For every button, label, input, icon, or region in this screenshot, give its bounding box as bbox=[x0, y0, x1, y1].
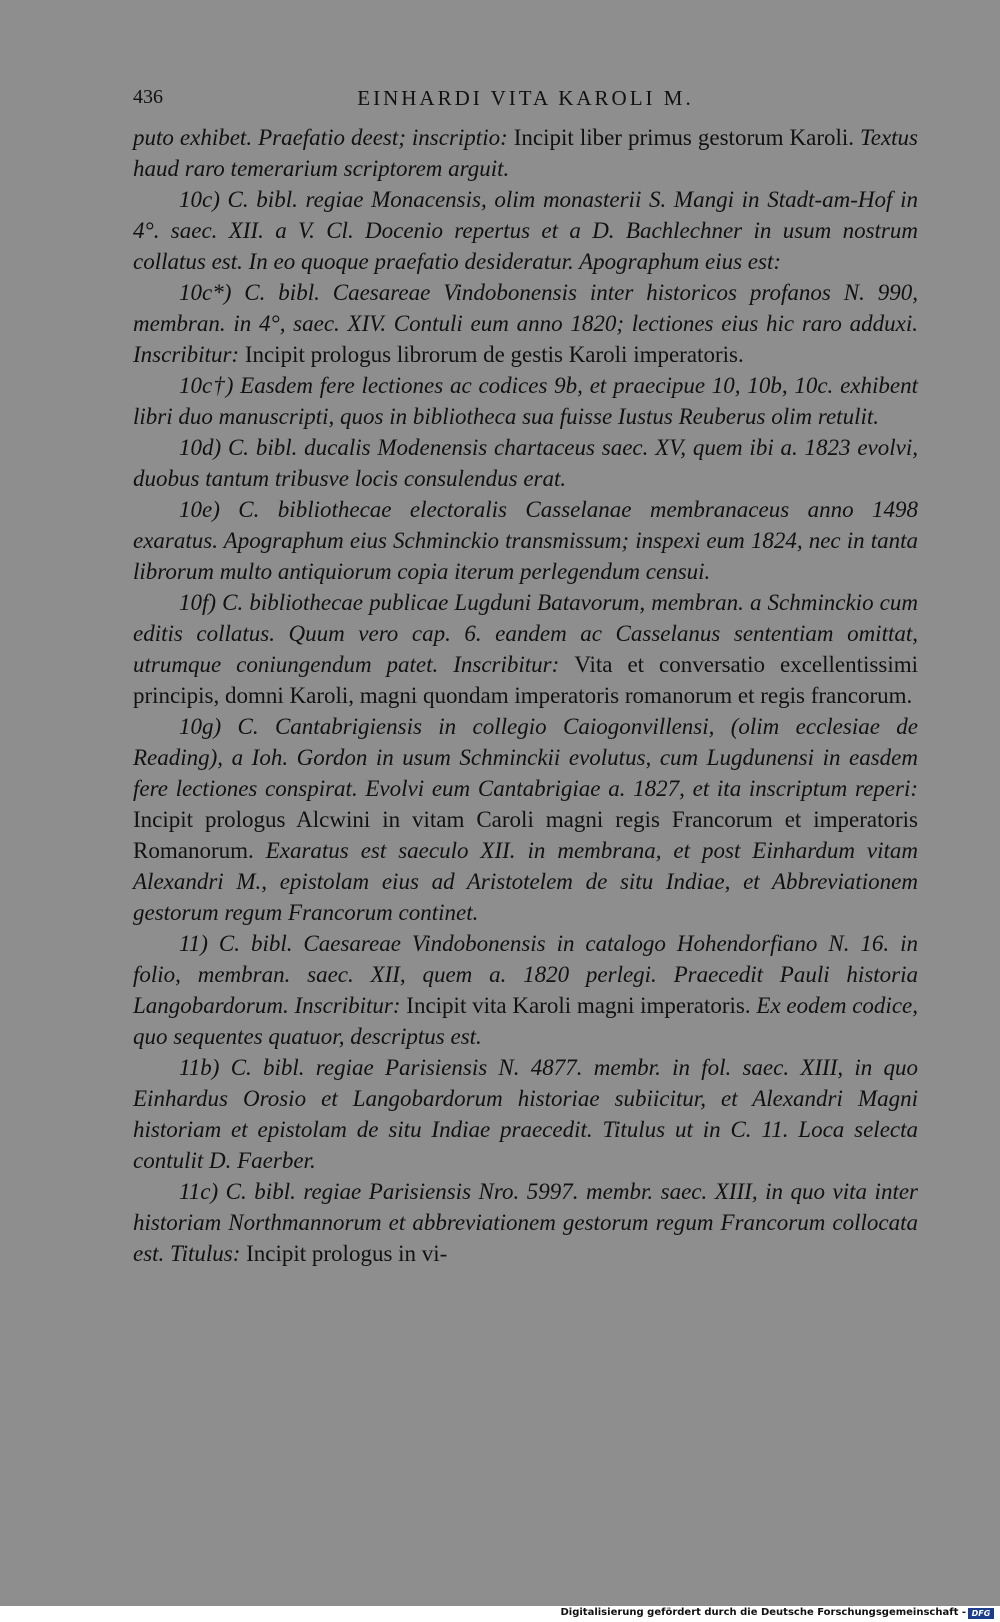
paragraph bbox=[133, 587, 918, 711]
quoted-title-text: Incipit prologus librorum de gestis Karoli imperatoris. bbox=[244, 342, 744, 367]
quoted-title-text: Incipit liber primus gestorum Karoli. bbox=[513, 125, 855, 150]
dfg-logo: DFG bbox=[968, 1608, 994, 1619]
paragraph-text: 10c) C. bibl. regiae Monacensis, olim monasterii S. Mangi in Stadt-am-Hof in 4°. saec. XII. a V. Cl. Docenio repertus et a D. Bachlechner in usum nostrum collatus est. In eo quoque praefatio desideratur. Apographum eius est: bbox=[133, 187, 918, 274]
paragraph bbox=[133, 711, 918, 928]
paragraph bbox=[133, 1052, 918, 1176]
body-text bbox=[133, 122, 918, 1269]
paragraph bbox=[133, 928, 918, 1052]
paragraph-text: 11b) C. bibl. regiae Parisiensis N. 4877. membr. in fol. saec. XIII, in quo Einhardus Orosio et Langobardorum historiae subiicitur, et Alexandri Magni historiam et epistolam de situ Indiae praecedit. Titulus ut in C. 11. Loca selecta contulit D. Faerber. bbox=[133, 1055, 918, 1173]
quoted-title-text: Vita et conversatio excellentissimi principis, domni Karoli, magni quondam imperatoris romanorum et regis francorum. bbox=[133, 652, 918, 708]
paragraph bbox=[133, 432, 918, 494]
paragraph-text: 10c†) Easdem fere lectiones ac codices 9b, et praecipue 10, 10b, 10c. exhibent libri duo manuscripti, quos in bibliotheca sua fuisse Iustus Reuberus olim retulit. bbox=[133, 373, 918, 429]
quoted-title-text: Incipit prologus Alcwini in vitam Caroli magni regis Francorum et imperatoris Romanorum. bbox=[133, 807, 918, 863]
paragraph bbox=[133, 1176, 918, 1269]
running-title: EINHARDI VITA KAROLI M. bbox=[357, 86, 694, 110]
page-number: 436 bbox=[133, 86, 163, 108]
footer-credit: Digitalisierung gefördert durch die Deutsche Forschungsgemeinschaft - bbox=[560, 1607, 966, 1618]
paragraph-text: Ex eodem codice, quo sequentes quatuor, descriptus est. bbox=[133, 993, 918, 1049]
paragraph-text: 10f) C. bibliothecae publicae Lugduni Batavorum, membran. a Schminckio cum editis collatus. Quum vero cap. 6. eandem ac Casselanus sententiam omittat, utrumque coniungendum patet. Inscribitur: bbox=[133, 590, 918, 677]
paragraph-text: 11) C. bibl. Caesareae Vindobonensis in catalogo Hohendorfiano N. 16. in folio, membran. saec. XII, quem a. 1820 perlegi. Praecedit Pauli historia Langobardorum. Inscribitur: bbox=[133, 931, 918, 1018]
paragraph-text: 10g) C. Cantabrigiensis in collegio Caiogonvillensi, (olim ecclesiae de Reading), a Ioh. Gordon in usum Schminckii evolutus, cum Lugdunensi in easdem fere lectiones conspirat. Evolvi eum Cantabrigiae a. 1827, et ita inscriptum reperi: bbox=[133, 714, 918, 801]
paragraph-text: 10e) C. bibliothecae electoralis Casselanae membranaceus anno 1498 exaratus. Apographum eius Schminckio transmissum; inspexi eum 1824, nec in tanta librorum multo antiquiorum copia iterum perlegendum censui. bbox=[133, 497, 918, 584]
paragraph-text: Exaratus est saeculo XII. in membrana, et post Einhardum vitam Alexandri M., epistolam eius ad Aristotelem de situ Indiae, et Abbreviationem gestorum regum Francorum continet. bbox=[133, 838, 918, 925]
paragraph bbox=[133, 277, 918, 370]
paragraph bbox=[133, 370, 918, 432]
quoted-title-text: Incipit vita Karoli magni imperatoris. bbox=[406, 993, 751, 1018]
quoted-title-text: Incipit prologus in vi- bbox=[246, 1241, 448, 1266]
paragraph-text: puto exhibet. Praefatio deest; inscriptio: bbox=[133, 125, 514, 150]
paragraph-text: Textus haud raro temerarium scriptorem arguit. bbox=[133, 125, 918, 181]
paragraph bbox=[133, 494, 918, 587]
page-header bbox=[133, 82, 918, 112]
footer bbox=[0, 1606, 1000, 1622]
paragraph-text: 11c) C. bibl. regiae Parisiensis Nro. 5997. membr. saec. XIII, in quo vita inter historiam Northmannorum et abbreviationem gestorum regum Francorum collocata est. Titulus: bbox=[133, 1179, 918, 1266]
paragraph-text: 10d) C. bibl. ducalis Modenensis chartaceus saec. XV, quem ibi a. 1823 evolvi, duobus tantum tribusve locis consulendus erat. bbox=[133, 435, 918, 491]
paragraph bbox=[133, 122, 918, 184]
paragraph-text: 10c*) C. bibl. Caesareae Vindobonensis inter historicos profanos N. 990, membran. in 4°, saec. XIV. Contuli eum anno 1820; lectiones eius hic raro adduxi. Inscribitur: bbox=[133, 280, 918, 367]
paragraph bbox=[133, 184, 918, 277]
